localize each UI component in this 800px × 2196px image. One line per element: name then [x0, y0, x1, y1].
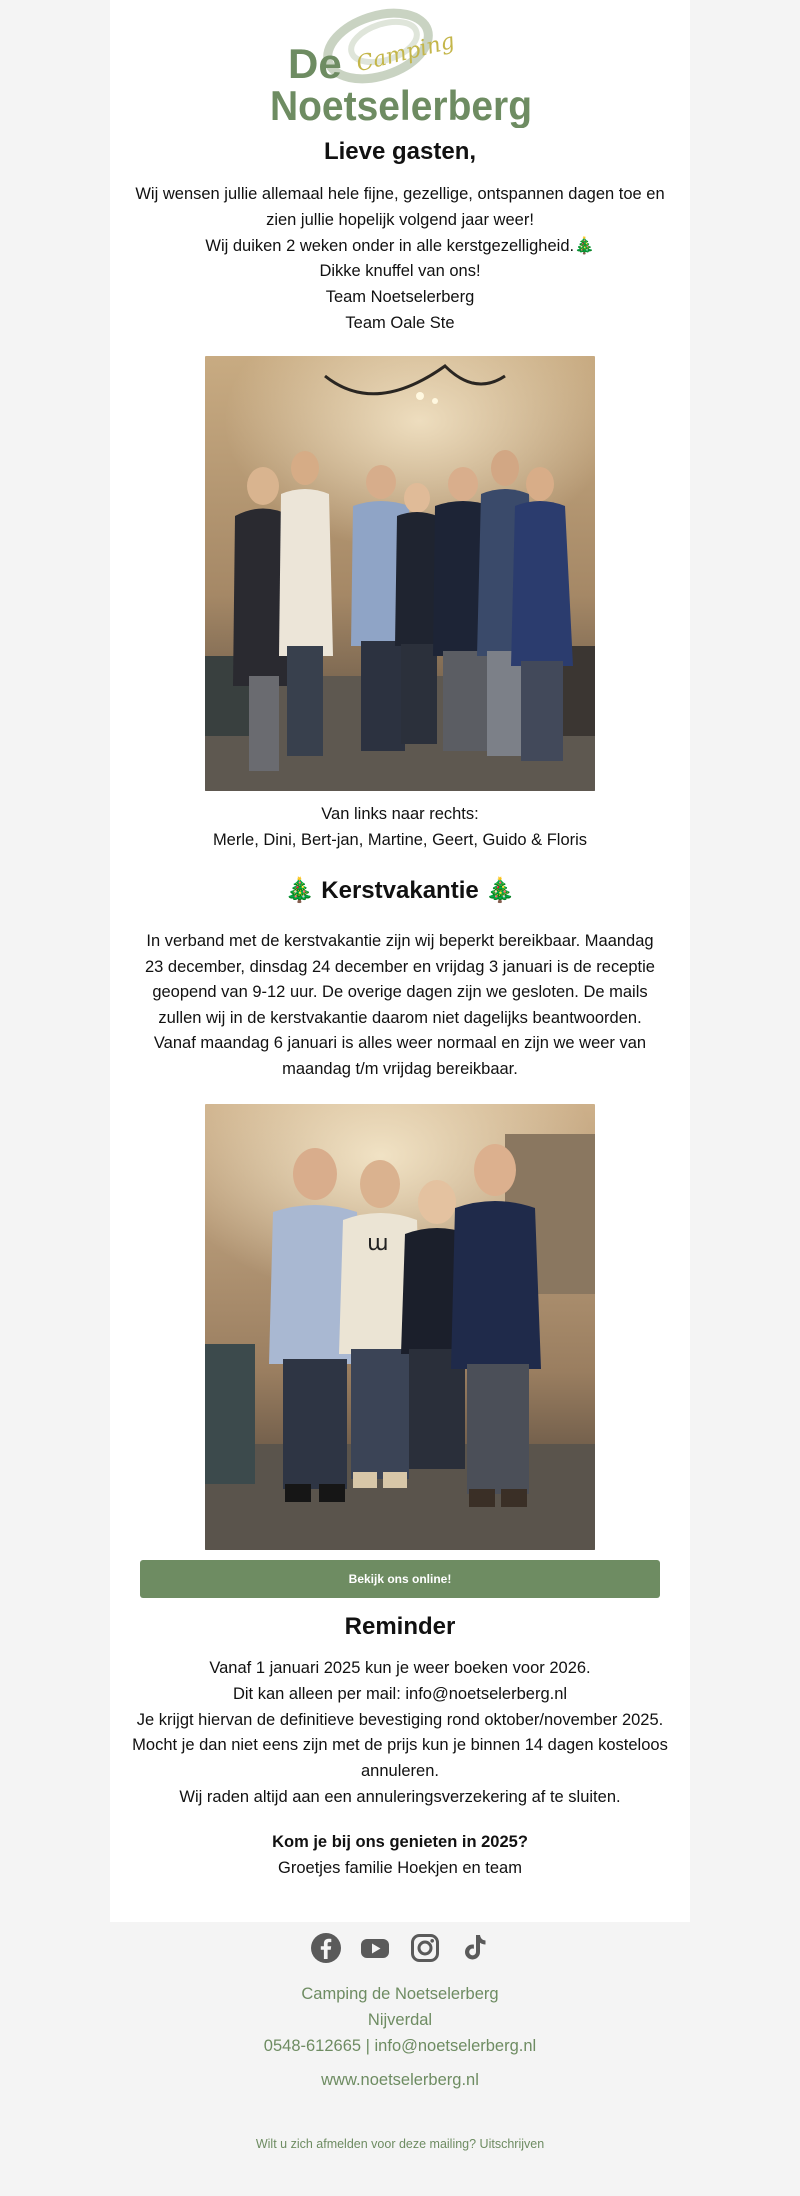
svg-text:ɯ: ɯ: [367, 1231, 389, 1256]
footer-company: Camping de Noetselerberg: [301, 1985, 499, 2003]
footer-website-link[interactable]: www.noetselerberg.nl: [321, 2071, 479, 2089]
greeting-line: Wij duiken 2 weken onder in alle kerstgezelligheid.🎄: [205, 236, 595, 255]
greeting-line: Wij wensen jullie allemaal hele fijne, gezellige, ontspannen dagen toe en zien jullie hopelijk volgend jaar weer!: [135, 185, 665, 229]
logo-word-camping: Camping: [354, 28, 458, 78]
tiktok-icon[interactable]: [458, 1932, 490, 1964]
reminder-line: Vanaf 1 januari 2025 kun je weer boeken voor 2026.: [209, 1659, 591, 1677]
reminder-line: Wij raden altijd aan een annuleringsverzekering af te sluiten.: [179, 1787, 621, 1806]
facebook-icon[interactable]: [310, 1932, 342, 1964]
owners-photo: [205, 1104, 595, 1550]
footer-website-wrap: [0, 2068, 800, 2094]
reminder-line: Dit kan alleen per mail: info@noetselerberg.nl: [232, 1684, 568, 1703]
team-photo-group: [205, 356, 595, 791]
christmas-body: In verband met de kerstvakantie zijn wij beperkt bereikbaar. Maandag 23 december, dinsdag 24 december en vrijdag 3 januari is de receptie geopend van 9-12 uur. De overige dagen zijn we gesloten. De mails zullen wij in de kerstvakantie daarom niet dagelijks beantwoorden. Vanaf maandag 6 januari is alles weer normaal en zijn we weer van maandag t/m vrijdag bereikbaar.: [145, 932, 655, 1078]
caption-names: Merle, Dini, Bert-jan, Martine, Geert, Guido & Floris: [212, 831, 588, 849]
instagram-icon[interactable]: [409, 1932, 441, 1964]
greeting-line: Team Noetselerberg: [325, 288, 475, 307]
logo-word-de: De: [288, 40, 342, 87]
greeting-title: Lieve gasten,: [323, 138, 477, 165]
email-card: [110, 0, 690, 1922]
closing-question: Kom je bij ons genieten in 2025?: [272, 1833, 528, 1851]
greeting-body: [130, 182, 670, 337]
social-icons: [310, 1932, 490, 1968]
footer-contact[interactable]: 0548-612665 | info@noetselerberg.nl: [263, 2036, 537, 2055]
christmas-title: 🎄 Kerstvakantie 🎄: [284, 877, 516, 904]
youtube-icon[interactable]: [359, 1932, 391, 1964]
greeting-line: Team Oale Ste: [345, 313, 455, 332]
footer-city: Nijverdal: [367, 2010, 433, 2029]
unsubscribe-wrap: [0, 2132, 800, 2158]
photo-caption: [130, 801, 670, 853]
reminder-line: Mocht je dan niet eens zijn met de prijs kun je binnen 14 dagen kosteloos annuleren.: [132, 1736, 668, 1781]
logo-word-name: Noetselerberg: [270, 82, 532, 128]
reminder-line: Je krijgt hiervan de definitieve bevestiging rond oktober/november 2025.: [136, 1710, 664, 1729]
camping-logo[interactable]: [266, 6, 536, 128]
footer-address: [0, 1982, 800, 2059]
footer: [0, 1922, 800, 2196]
closing-signature: Groetjes familie Hoekjen en team: [278, 1858, 522, 1877]
unsubscribe-link[interactable]: Wilt u zich afmelden voor deze mailing? Uitschrijven: [255, 2137, 545, 2151]
closing-block: [130, 1830, 670, 1881]
caption-line: Van links naar rechts:: [321, 805, 479, 823]
reminder-title: Reminder: [344, 1613, 456, 1640]
greeting-line: Dikke knuffel van ons!: [319, 262, 481, 281]
view-online-button[interactable]: Bekijk ons online!: [140, 1560, 660, 1598]
reminder-body: [130, 1656, 670, 1811]
